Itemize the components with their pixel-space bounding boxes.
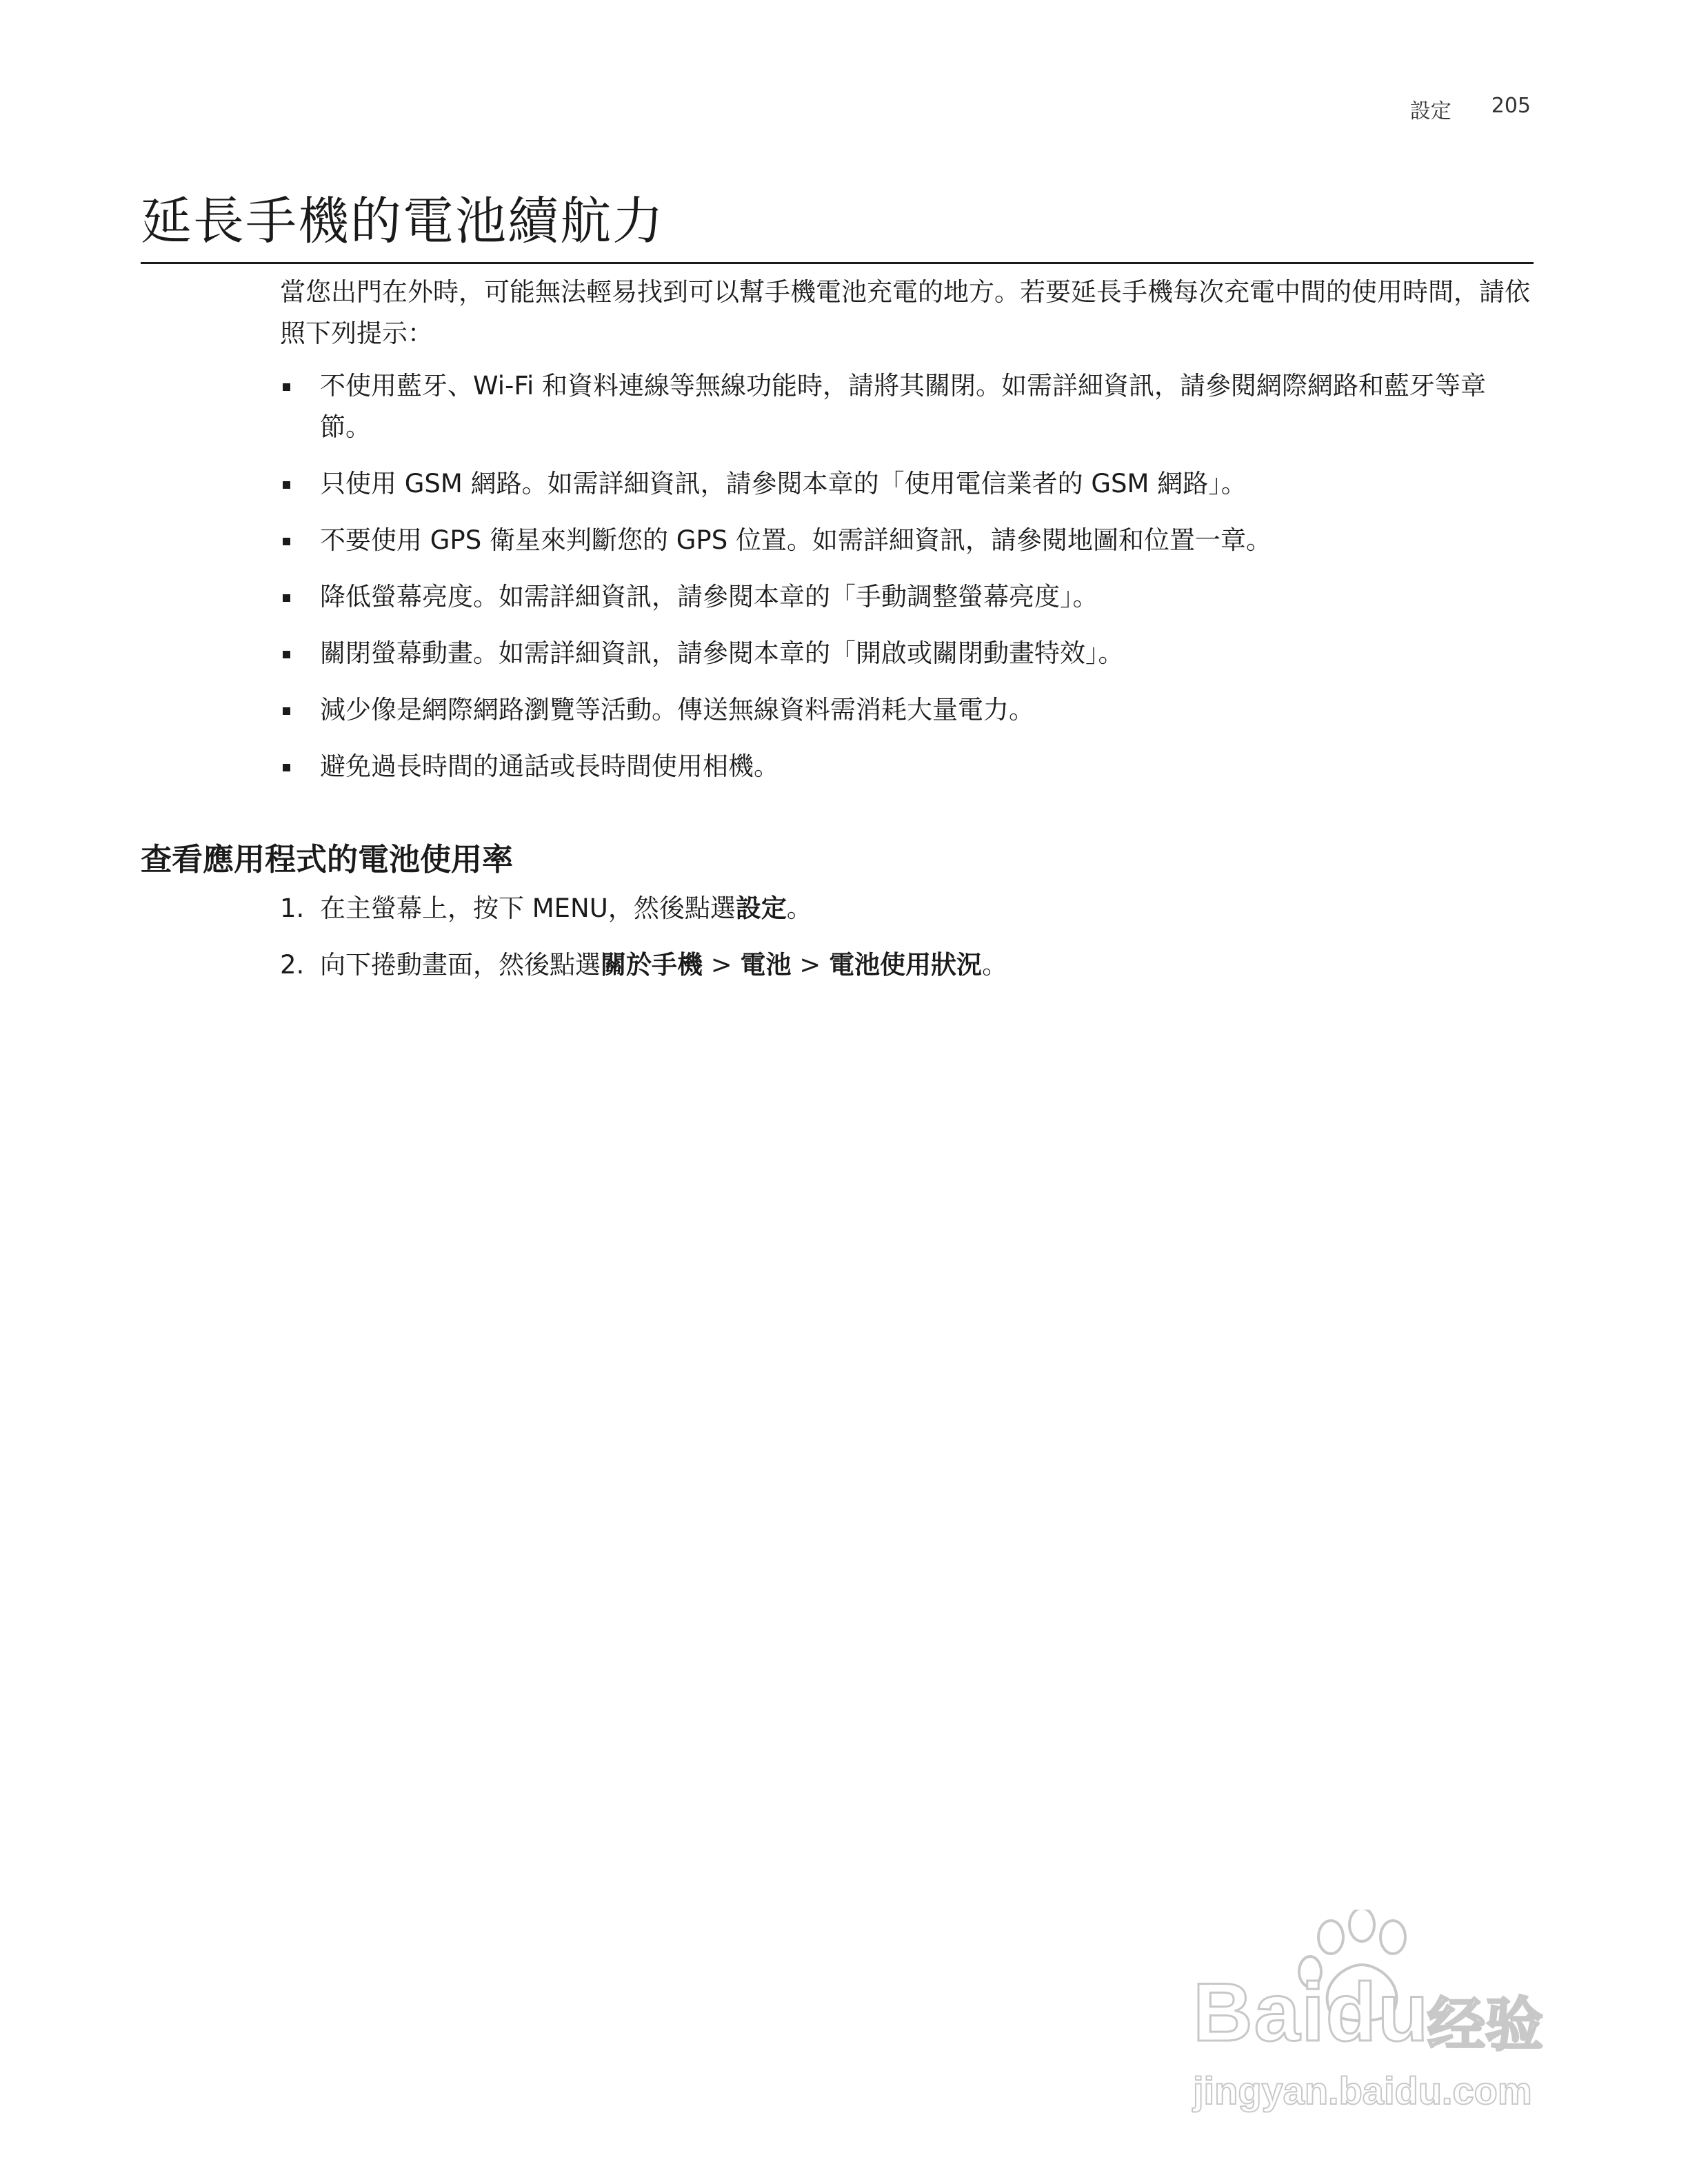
watermark-cn: 经验 — [1427, 1991, 1544, 2059]
intro-paragraph: 當您出門在外時，可能無法輕易找到可以幫手機電池充電的地方。若要延長手機每次充電中間的使用時間，請依照下列提示： — [280, 277, 1530, 348]
bullet-icon — [283, 481, 290, 489]
bullet-icon — [283, 651, 290, 658]
header-section: 設定 — [1409, 99, 1451, 123]
watermark-brand: Baidu — [1193, 1966, 1430, 2059]
tip-text: 不使用藍牙、Wi-Fi 和資料連線等無線功能時，請將其關閉。如需詳細資訊，請參閱網際網路和藍牙等章節。 — [320, 371, 1487, 442]
list-item — [280, 365, 1535, 448]
bullet-icon — [283, 764, 290, 771]
list-item — [280, 633, 1535, 674]
tip-text: 減少像是網際網路瀏覽等活動。傳送無線資料需消耗大量電力。 — [320, 695, 1034, 725]
step-text: 在主螢幕上，按下 MENU，然後點選 — [320, 893, 736, 923]
tips-list — [280, 365, 1535, 802]
tip-text: 不要使用 GPS 衛星來判斷您的 GPS 位置。如需詳細資訊，請參閱地圖和位置一章。 — [320, 525, 1272, 555]
step-text: 向下捲動畫面，然後點選 — [320, 950, 601, 980]
tip-text: 關閉螢幕動畫。如需詳細資訊，請參閱本章的「開啟或關閉動畫特效」。 — [320, 638, 1124, 668]
tip-text: 只使用 GSM 網路。如需詳細資訊，請參閱本章的「使用電信業者的 GSM 網路」。 — [320, 469, 1247, 498]
list-item — [280, 576, 1535, 618]
tip-text: 降低螢幕亮度。如需詳細資訊，請參閱本章的「手動調整螢幕亮度」。 — [320, 582, 1098, 611]
bullet-icon — [283, 594, 290, 602]
bullet-icon — [283, 538, 290, 545]
step-number: 1. — [280, 893, 305, 923]
step-bold-term: 電池使用狀況 — [829, 950, 983, 980]
step-item — [280, 888, 1535, 929]
watermark-url: jingyan.baidu.com — [1193, 2069, 1532, 2112]
bullet-icon — [283, 707, 290, 715]
step-text-end: 。 — [786, 893, 812, 923]
step-bold-term: 關於手機 — [601, 950, 703, 980]
step-item — [280, 944, 1535, 986]
step-separator: > — [703, 950, 741, 980]
page-number: 205 — [1491, 94, 1531, 118]
list-item — [280, 746, 1535, 787]
section-title: 查看應用程式的電池使用率 — [141, 841, 514, 878]
steps-list — [280, 888, 1535, 1001]
list-item — [280, 689, 1535, 731]
main-title: 延長手機的電池續航力 — [141, 181, 1534, 264]
baidu-watermark — [1186, 1910, 1572, 2116]
list-item — [280, 463, 1535, 505]
list-item — [280, 520, 1535, 561]
step-number: 2. — [280, 950, 305, 980]
step-bold-term: 電池 — [740, 950, 792, 980]
tip-text: 避免過長時間的通話或長時間使用相機。 — [320, 751, 779, 781]
bullet-icon — [283, 383, 290, 391]
step-text-end: 。 — [982, 950, 1008, 980]
page-header — [1410, 94, 1531, 124]
step-separator: > — [791, 950, 830, 980]
step-bold-term: 設定 — [735, 893, 787, 923]
